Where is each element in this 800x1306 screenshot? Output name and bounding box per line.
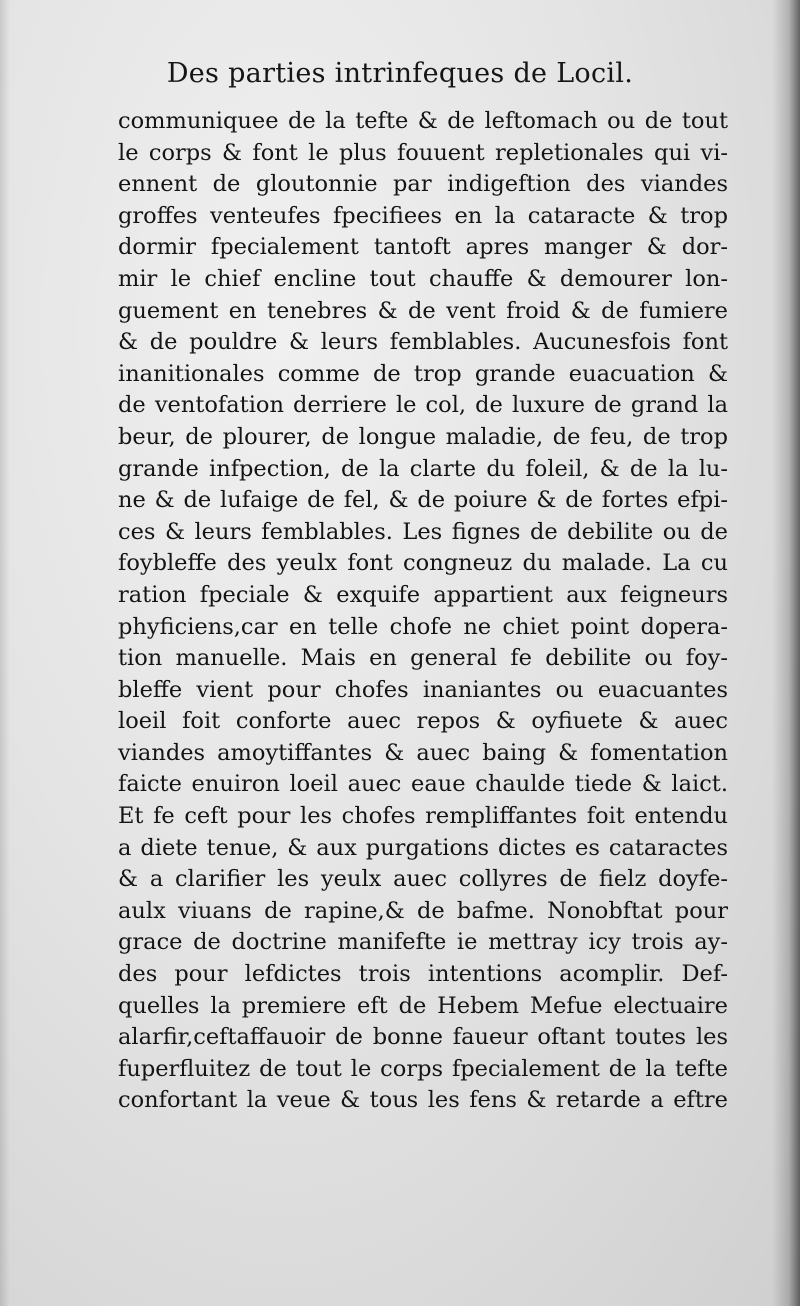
text-line: groffes venteufes fpecifiees en la cataracte & trop (118, 202, 728, 229)
text-line: tion manuelle. Mais en general fe debilite ou foy- (118, 645, 728, 672)
text-line: fuperfluitez de tout le corps fpecialement de la tefte (118, 1055, 728, 1082)
text-line: grace de doctrine manifefte ie mettray icy trois ay- (118, 929, 728, 956)
text-line: guement en tenebres & de vent froid & de fumiere (118, 297, 728, 324)
text-line: alarfir,ceftaffauoir de bonne faueur oftant toutes les (118, 1024, 728, 1051)
text-line: Et fe ceft pour les chofes rempliffantes foit entendu (118, 803, 728, 830)
text-line: dormir fpecialement tantoft apres manger & dor- (118, 234, 728, 261)
text-line: mir le chief encline tout chauffe & demourer lon- (118, 265, 728, 292)
text-line: viandes amoytiffantes & auec baing & fomentation (118, 739, 728, 766)
text-line: communiquee de la tefte & de leftomach ou de tout (118, 108, 728, 134)
text-line: ne & de lufaige de fel, & de poiure & de fortes efpi- (118, 487, 728, 514)
text-line: & de pouldre & leurs femblables. Aucunesfois font (118, 329, 728, 356)
text-line: de ventofation derriere le col, de luxure de grand la (118, 392, 728, 419)
text-line: foybleffe des yeulx font congneuz du malade. La cu (118, 550, 728, 577)
body-text (118, 106, 728, 1117)
text-line: ration fpeciale & exquife appartient aux feigneurs (118, 581, 728, 608)
text-line: beur, de plourer, de longue maladie, de feu, de trop (118, 423, 728, 450)
text-line: quelles la premiere eft de Hebem Mefue electuaire (118, 992, 728, 1019)
text-line: bleffe vient pour chofes inaniantes ou euacuantes (118, 676, 728, 703)
text-line: aulx viuans de rapine,& de bafme. Nonobftat pour (118, 897, 728, 924)
running-head: Des parties intrinfeques de Locil. (166, 58, 634, 89)
text-line: faicte enuiron loeil auec eaue chaulde tiede & laict. (118, 771, 728, 798)
text-line: le corps & font le plus fouuent repletionales qui vi- (118, 139, 728, 166)
text-line: confortant la veue & tous les fens & retarde a eftre (118, 1087, 728, 1114)
text-line: grande infpection, de la clarte du foleil, & de la lu- (118, 455, 728, 482)
text-line: loeil foit conforte auec repos & oyfiuete & auec (118, 708, 728, 735)
text-line: a diete tenue, & aux purgations dictes es cataractes (118, 834, 728, 861)
text-line: ennent de gloutonnie par indigeftion des viandes (118, 171, 728, 198)
text-line: phyficiens,car en telle chofe ne chiet point dopera- (118, 613, 728, 640)
text-line: inanitionales comme de trop grande euacuation & (118, 360, 728, 387)
text-line: ces & leurs femblables. Les fignes de debilite ou de (118, 518, 728, 545)
text-line: & a clarifier les yeulx auec collyres de fielz doyfe- (118, 866, 728, 893)
text-line: des pour lefdictes trois intentions acomplir. Def- (118, 961, 728, 988)
